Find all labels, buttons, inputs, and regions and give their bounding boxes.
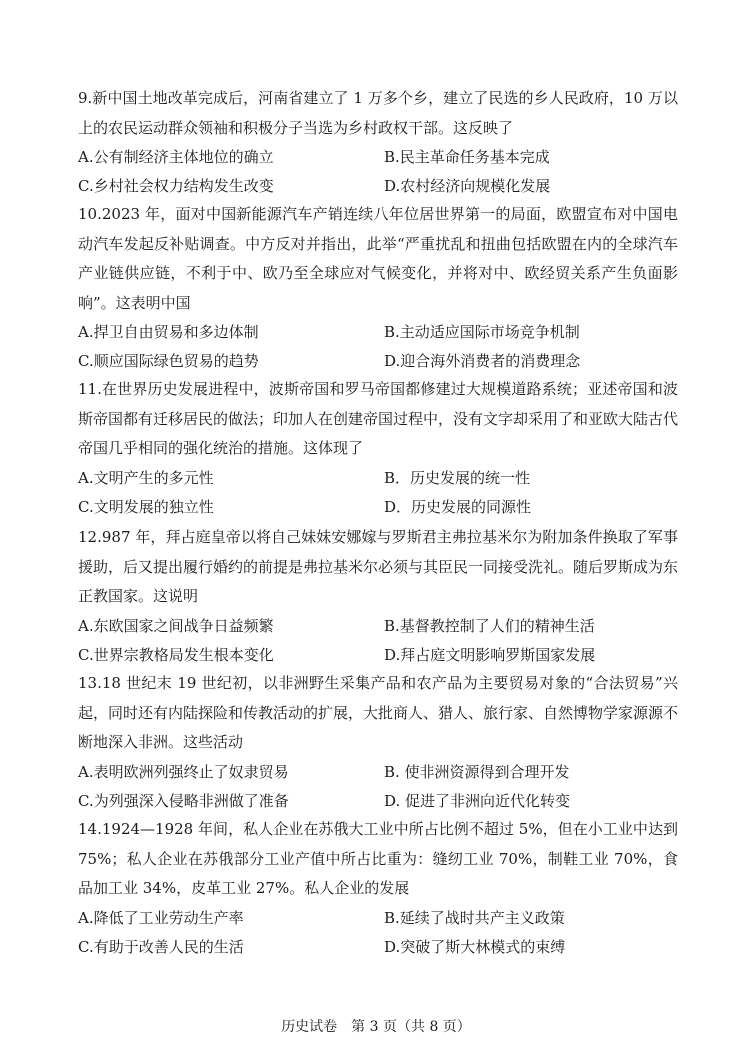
option-d: D. 促进了非洲向近代化转变	[384, 791, 571, 810]
question-stem: 12.987 年，拜占庭皇帝以将自己妹妹安娜嫁与罗斯君主弗拉基米尔为附加条件换取了军事援助，后又提出履行婚约的前提是弗拉基米尔必须与其臣民一同接受洗礼。随后罗斯成为东正教国家。这说明	[78, 528, 679, 605]
options-grid	[78, 612, 678, 670]
option-d: D.农村经济向规模化发展	[384, 177, 551, 195]
question-stem: 9.新中国土地改革完成后，河南省建立了 1 万多个乡，建立了民选的乡人民政府，10 万以上的农民运动群众领袖和积极分子当选为乡村政权干部。这反映了	[78, 89, 678, 137]
option-a: A.降低了工业劳动生产率	[78, 908, 244, 927]
options-grid	[78, 143, 678, 201]
options-grid	[78, 758, 678, 816]
question-stem: 14.1924—1928 年间，私人企业在苏俄大工业中所占比例不超过 5%，但在小工业中达到 75%；私人企业在苏俄部分工业产值中所占比重为：缝纫工业 70%，制鞋工业 70%，食品加工业 34%，皮革工业 27%。私人企业的发展	[78, 820, 678, 897]
option-b: B. 使非洲资源得到合理开发	[384, 762, 570, 781]
option-c: C.顺应国际绿色贸易的趋势	[78, 352, 259, 370]
option-b: B.民主革命任务基本完成	[384, 148, 550, 166]
option-c: C.世界宗教格局发生根本变化	[78, 645, 274, 664]
option-c: C.为列强深入侵略非洲做了准备	[78, 791, 289, 810]
option-b: B．历史发展的统一性	[384, 468, 531, 487]
question-12	[78, 523, 678, 670]
option-c: C.有助于改善人民的生活	[78, 937, 244, 956]
option-d: D.突破了斯大林模式的束缚	[384, 937, 566, 956]
question-13	[78, 669, 678, 816]
options-grid	[78, 464, 678, 522]
options-grid	[78, 904, 678, 962]
option-d: D.迎合海外消费者的消费理念	[384, 352, 581, 370]
option-b: B.延续了战时共产主义政策	[384, 908, 565, 927]
question-stem: 13.18 世纪末 19 世纪初，以非洲野生采集产品和农产品为主要贸易对象的“合法贸易”兴起，同时还有内陆探险和传教活动的扩展，大批商人、猎人、旅行家、自然博物学家源源不断地深入非洲。这些活动	[78, 674, 679, 751]
option-b: B.基督教控制了人们的精神生活	[384, 616, 595, 635]
question-stem: 11.在世界历史发展进程中，波斯帝国和罗马帝国都修建过大规模道路系统；亚述帝国和波斯帝国都有迁移居民的做法；印加人在创建帝国过程中，没有文字却采用了和亚欧大陆古代帝国几乎相同的强化统治的措施。这体现了	[78, 380, 679, 457]
option-c: C.乡村社会权力结构发生改变	[78, 177, 274, 195]
option-d: D.拜占庭文明影响罗斯国家发展	[384, 645, 596, 664]
option-a: A.表明欧洲列强终止了奴隶贸易	[78, 762, 289, 781]
question-9	[78, 84, 678, 201]
option-c: C.文明发展的独立性	[78, 497, 214, 516]
option-a: A.捍卫自由贸易和多边体制	[78, 323, 259, 341]
question-14	[78, 815, 678, 962]
option-b: B.主动适应国际市场竞争机制	[384, 323, 580, 341]
options-grid	[78, 318, 678, 376]
page-footer: 历史试卷 第 3 页（共 8 页）	[281, 1019, 471, 1035]
option-a: A.文明产生的多元性	[78, 468, 214, 487]
question-11	[78, 375, 678, 522]
option-a: A.东欧国家之间战争日益频繁	[78, 616, 274, 635]
question-stem: 10.2023 年，面对中国新能源汽车产销连续八年位居世界第一的局面，欧盟宣布对中国电动汽车发起反补贴调查。中方反对并指出，此举“严重扰乱和扭曲包括欧盟在内的全球汽车产业链供应链，不利于中、欧乃至全球应对气候变化，并将对中、欧经贸关系产生负面影响”。这表明中国	[78, 205, 678, 312]
option-d: D．历史发展的同源性	[384, 497, 532, 516]
question-10	[78, 200, 678, 376]
option-a: A.公有制经济主体地位的确立	[78, 148, 274, 166]
